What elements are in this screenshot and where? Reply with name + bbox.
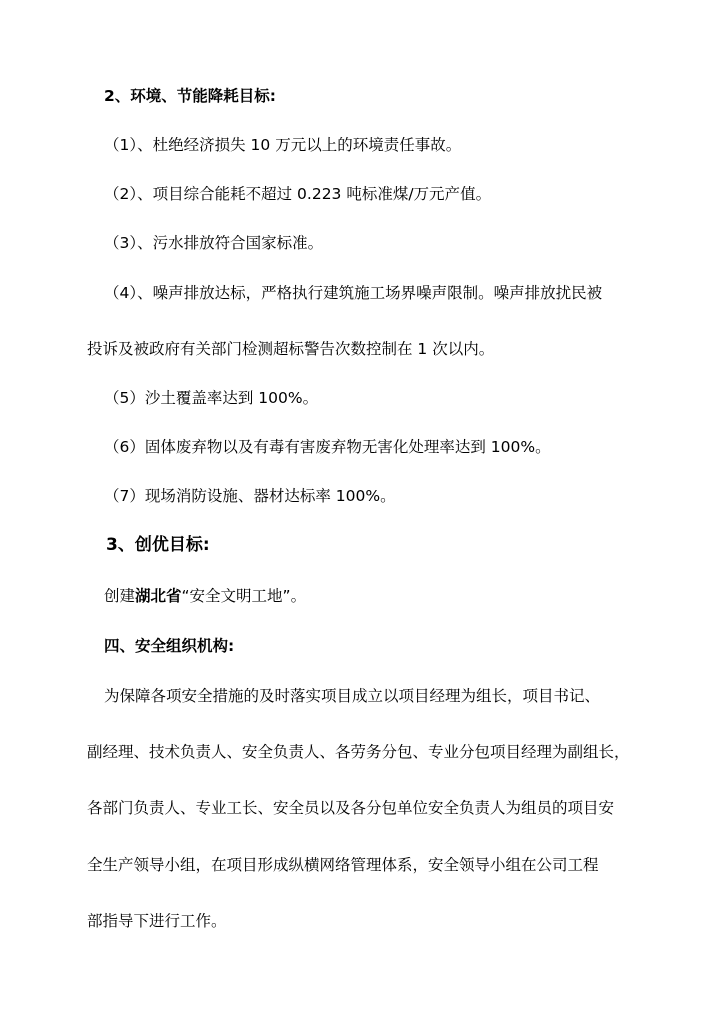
section-2-item-7: （7）现场消防设施、器材达标率 100%。 [104,487,396,505]
section-3-text-bold: 湖北省 [135,587,182,605]
section-2-item-4-continued: 投诉及被政府有关部门检测超标警告次数控制在 1 次以内。 [87,340,495,358]
section-4-line-4: 全生产领导小组，在项目形成纵横网络管理体系，安全领导小组在公司工程 [87,856,599,874]
section-2-item-3: （3）、污水排放符合国家标准。 [104,234,324,252]
section-2-heading: 2、环境、节能降耗目标: [104,87,276,105]
section-4-line-2: 副经理、技术负责人、安全负责人、各劳务分包、专业分包项目经理为副组长， [87,743,630,761]
section-4-line-5: 部指导下进行工作。 [87,912,227,930]
section-2-item-5: （5）沙土覆盖率达到 100%。 [104,389,319,407]
section-3-heading: 3、创优目标: [106,535,210,555]
section-2-item-2: （2）、项目综合能耗不超过 0.223 吨标准煤/万元产值。 [104,185,492,203]
section-4-heading: 四、安全组织机构: [104,637,235,655]
section-3-text-pre: 创建 [104,587,136,605]
section-2-item-6: （6）固体废弃物以及有毒有害废弃物无害化处理率达到 100%。 [104,438,551,456]
section-4-line-3: 各部门负责人、专业工长、安全员以及各分包单位安全负责人为组员的项目安 [87,799,615,817]
section-2-item-4: （4）、噪声排放达标，严格执行建筑施工场界噪声限制。噪声排放扰民被 [104,284,603,302]
section-3-text [104,586,306,606]
section-4-line-1: 为保障各项安全措施的及时落实项目成立以项目经理为组长，项目书记、 [104,687,601,705]
section-2-item-1: （1）、杜绝经济损失 10 万元以上的环境责任事故。 [104,136,462,154]
section-3-text-post: “安全文明工地”。 [181,587,307,605]
